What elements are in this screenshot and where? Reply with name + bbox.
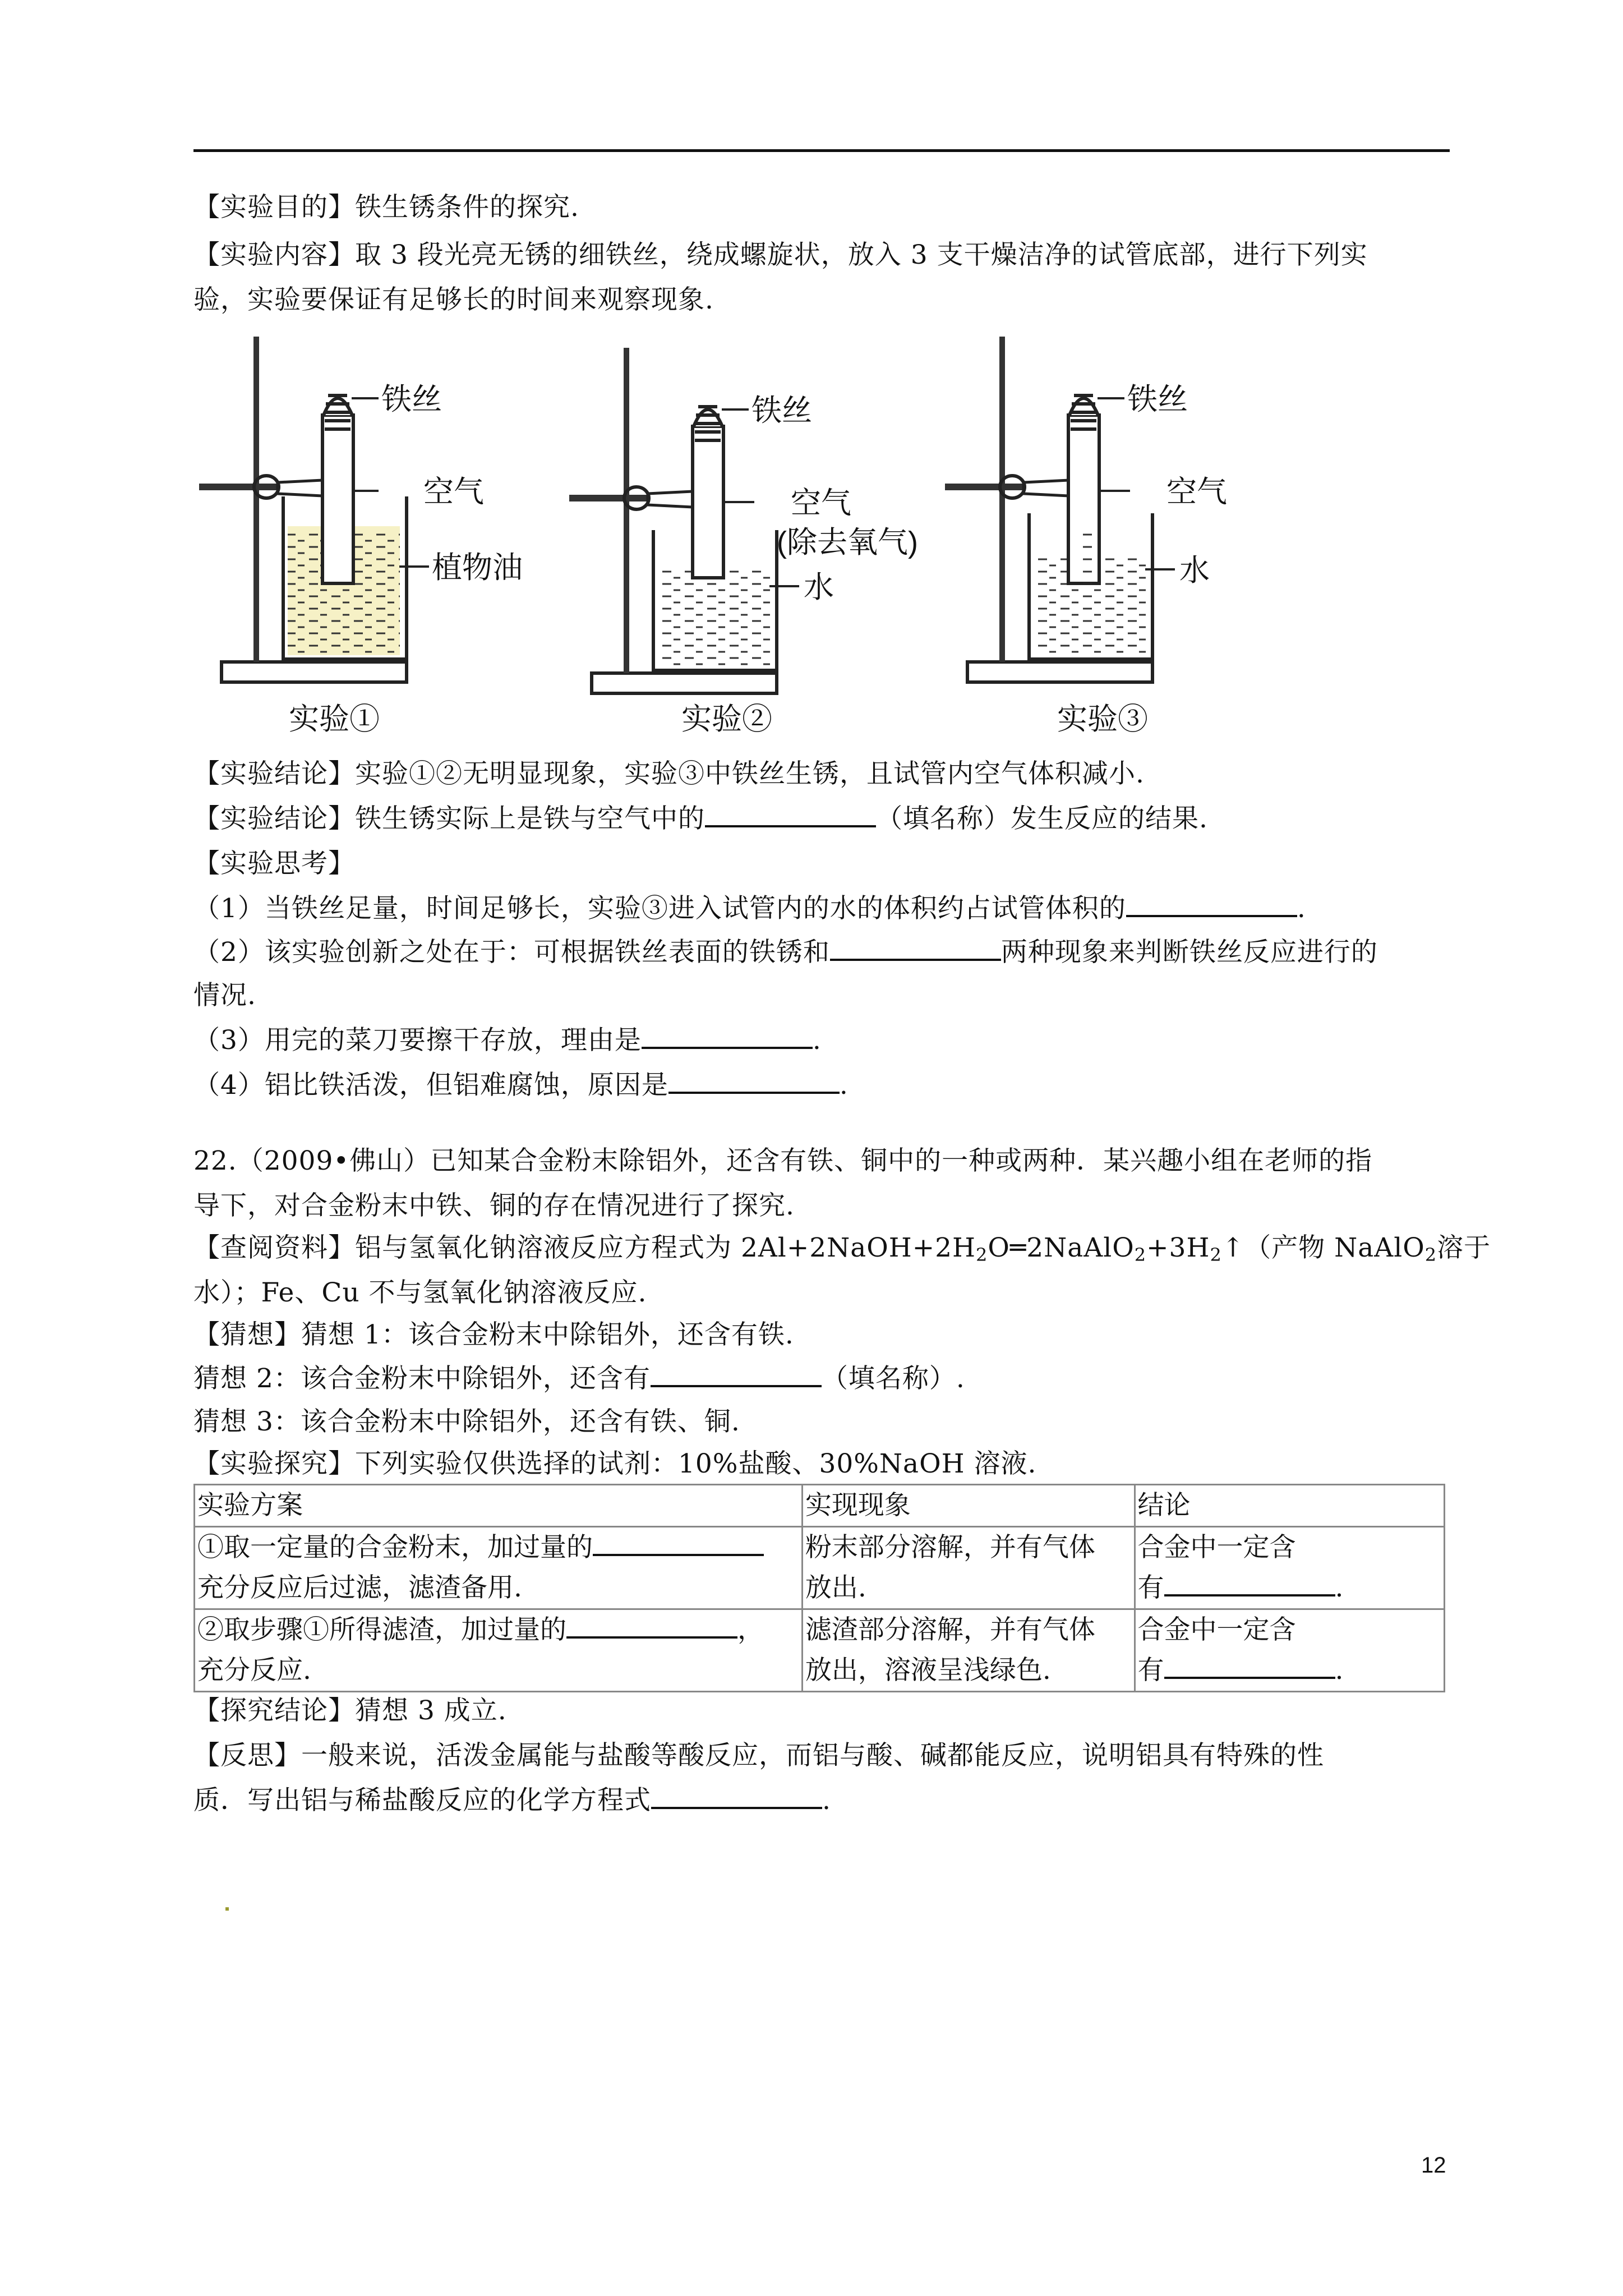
table-cell: 滤渣部分溶解，并有气体 放出，溶液呈浅绿色. (802, 1609, 1135, 1692)
question-1: （1）当铁丝足量，时间足够长，实验③进入试管内的水的体积约占试管体积的 . (193, 893, 1306, 924)
experiment-figure (193, 331, 1450, 757)
answer-blank[interactable] (651, 1383, 822, 1387)
table-header-row (195, 1485, 1445, 1527)
table-cell: 粉末部分溶解，并有气体 放出. (802, 1527, 1135, 1609)
exploration-line: 【实验探究】下列实验仅供选择的试剂：10%盐酸、30%NaOH 溶液. (193, 1448, 1037, 1479)
hypothesis-1: 【猜想】猜想 1：该合金粉末中除铝外，还含有铁. (193, 1319, 794, 1350)
table-cell: 合金中一定含 有 . (1135, 1527, 1445, 1609)
table-row (195, 1609, 1445, 1692)
table-header: 实现现象 (802, 1485, 1135, 1527)
table-cell: ①取一定量的合金粉末，加过量的 充分反应后过滤，滤渣备用. (195, 1527, 803, 1609)
table-header: 结论 (1135, 1485, 1445, 1527)
question-2: （2）该实验创新之处在于：可根据铁丝表面的铁锈和 两种现象来判断铁丝反应进行的 (193, 937, 1378, 968)
experiment-table (193, 1484, 1445, 1692)
reference-line-1: 【查阅资料】铝与氢氧化钠溶液反应方程式为 $2Al+2NaOH+2H_2O═2NaAlO_2+3H_2↑$（产物 NaAlO$_2$溶于 (193, 1232, 1491, 1266)
caption-exp-2: 实验② (681, 702, 772, 736)
table-cell: ②取步骤①所得滤渣，加过量的 ， 充分反应. (195, 1609, 803, 1692)
table-header: 实验方案 (195, 1485, 803, 1527)
reflection-line-2: 质．写出铝与稀盐酸反应的化学方程式 . (193, 1785, 831, 1816)
label-remove-oxygen: (除去氧气) (777, 526, 918, 559)
question-4: （4）铝比铁活泼，但铝难腐蚀，原因是 . (193, 1070, 849, 1101)
apparatus-2 (569, 348, 918, 736)
answer-blank[interactable] (593, 1552, 764, 1556)
question-2-cont: 情况. (193, 980, 256, 1011)
answer-blank[interactable] (642, 1045, 813, 1049)
stray-mark (225, 1907, 229, 1911)
study-conclusion: 【探究结论】猜想 3 成立. (193, 1695, 507, 1726)
answer-blank[interactable] (1164, 1674, 1335, 1679)
page-number: 12 (1421, 2153, 1446, 2178)
thinking-heading: 【实验思考】 (193, 848, 355, 879)
label-oil: 植物油 (432, 551, 523, 585)
conclusion-line-1: 【实验结论】实验①②无明显现象，实验③中铁丝生锈，且试管内空气体积减小. (193, 758, 1145, 789)
label-air-1: 空气 (423, 475, 484, 509)
label-air-3: 空气 (1166, 475, 1227, 509)
answer-blank[interactable] (566, 1634, 737, 1639)
label-water-2: 水 (804, 570, 834, 604)
apparatus-1 (199, 337, 523, 736)
label-air-2: 空气 (791, 486, 851, 520)
answer-blank[interactable] (1164, 1592, 1335, 1596)
answer-blank[interactable] (830, 956, 1001, 961)
reference-line-2: 水）；Fe、Cu 不与氢氧化钠溶液反应. (193, 1277, 647, 1308)
table-row (195, 1527, 1445, 1609)
aim-line: 【实验目的】铁生锈条件的探究. (193, 192, 579, 223)
label-iron-wire-3: 铁丝 (1127, 383, 1188, 416)
caption-exp-3: 实验③ (1057, 702, 1148, 736)
content-line-2: 验，实验要保证有足够长的时间来观察现象. (193, 284, 714, 315)
answer-blank[interactable] (1126, 913, 1297, 917)
answer-blank[interactable] (668, 1089, 840, 1094)
apparatus-3 (945, 337, 1227, 736)
label-iron-wire-2: 铁丝 (751, 394, 812, 427)
conclusion-line-2: 【实验结论】铁生锈实际上是铁与空气中的 （填名称）发生反应的结果. (193, 803, 1208, 834)
question-22-line-1: 22.（2009•佛山）已知某合金粉末除铝外，还含有铁、铜中的一种或两种．某兴趣小组在老师的指 (193, 1145, 1373, 1176)
label-water-3: 水 (1179, 554, 1210, 587)
answer-blank[interactable] (705, 823, 876, 827)
question-22-line-2: 导下，对合金粉末中铁、铜的存在情况进行了探究. (193, 1190, 795, 1221)
table-cell: 合金中一定含 有 . (1135, 1609, 1445, 1692)
content-line-1: 【实验内容】取 3 段光亮无锈的细铁丝，绕成螺旋状，放入 3 支干燥洁净的试管底部，进行下列实 (193, 240, 1368, 270)
hypothesis-2: 猜想 2：该合金粉末中除铝外，还含有 （填名称）. (193, 1363, 965, 1394)
label-iron-wire-1: 铁丝 (381, 383, 442, 416)
question-3: （3）用完的菜刀要擦干存放，理由是 . (193, 1025, 822, 1056)
answer-blank[interactable] (651, 1805, 822, 1809)
header-rule (193, 149, 1450, 152)
hypothesis-3: 猜想 3：该合金粉末中除铝外，还含有铁、铜. (193, 1406, 740, 1437)
caption-exp-1: 实验① (289, 702, 380, 736)
reflection-line-1: 【反思】一般来说，活泼金属能与盐酸等酸反应，而铝与酸、碱都能反应，说明铝具有特殊的性 (193, 1740, 1324, 1771)
